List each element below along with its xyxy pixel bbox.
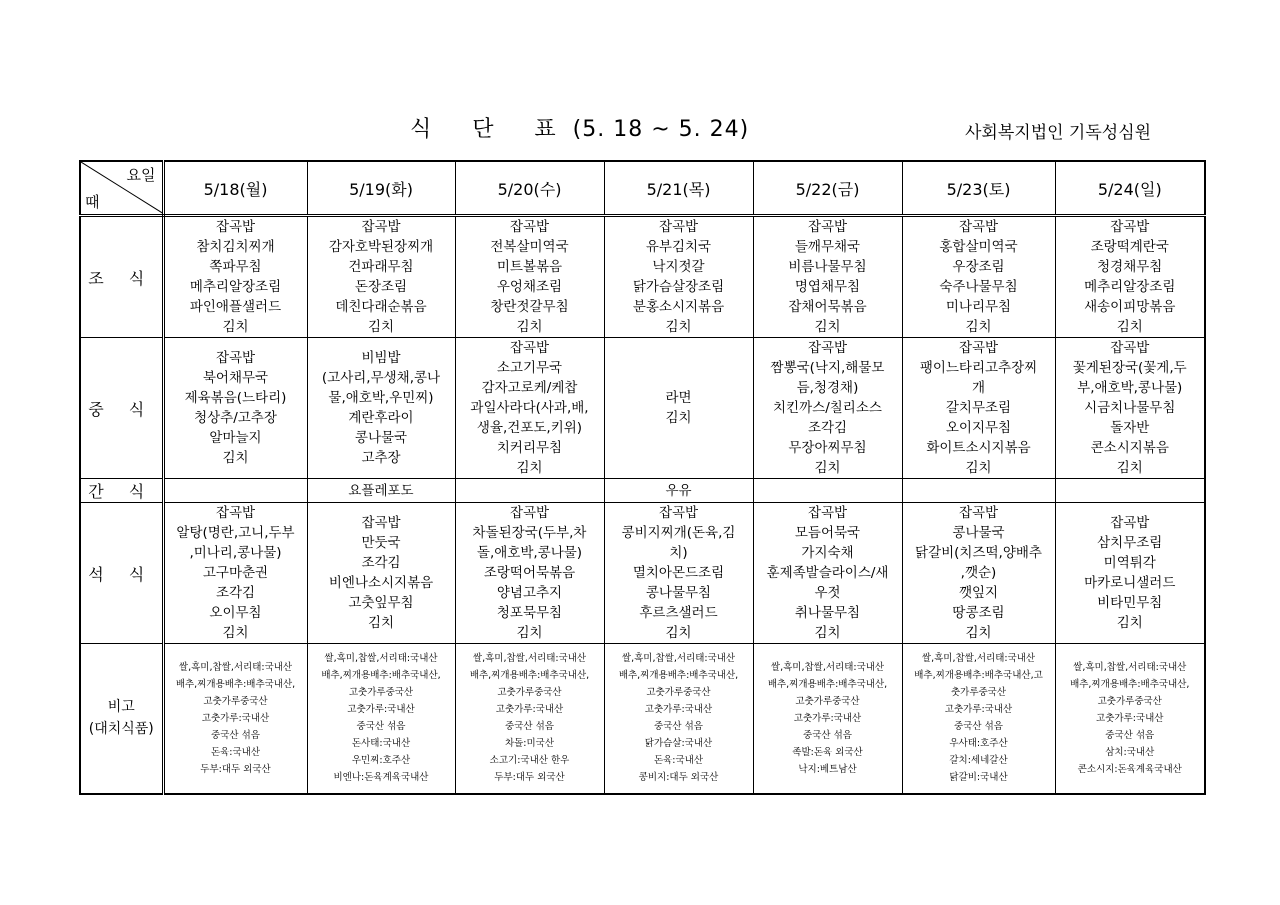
menu-item: 고구마춘권 <box>202 565 269 581</box>
menu-item: 치킨까스/칠리소스 <box>773 400 882 416</box>
corner-cell <box>80 161 163 216</box>
origin-note-line: 배추,찌개용배추:배추국내산, <box>469 670 590 682</box>
menu-item: 김치 <box>516 625 543 641</box>
menu-item: 콩나물무침 <box>645 585 712 601</box>
corner-meal-label: 때 <box>85 193 100 211</box>
origin-note-line: 쌀,흑미,찹쌀,서리태:국내산 <box>472 653 587 665</box>
origin-note-line: 중국산 섞음 <box>803 729 852 741</box>
menu-item: 비타민무침 <box>1097 595 1163 611</box>
menu-item: 잡곡밥 <box>1110 219 1150 235</box>
menu-item: 김치 <box>665 319 692 335</box>
menu-item: 시금치나물무침 <box>1084 400 1176 416</box>
menu-item: 비엔나소시지볶음 <box>328 575 434 591</box>
menu-item: 잡곡밥 <box>807 219 848 235</box>
menu-item: 잡곡밥 <box>215 505 256 521</box>
menu-item: 모듬어묵국 <box>794 525 861 541</box>
page-title: 식 단 표 (5. 18 ~ 5. 24) <box>410 117 750 142</box>
meal-label: 석 식 <box>88 564 155 584</box>
menu-item: ,깻순) <box>960 565 997 581</box>
menu-item: 김치 <box>1116 615 1143 631</box>
day-header: 5/22(금) <box>753 161 902 216</box>
menu-item: 명엽채무침 <box>794 279 861 295</box>
menu-item: 창란젓갈무침 <box>490 299 569 315</box>
snack-cell: 우유 <box>604 479 753 503</box>
origin-note-cell <box>753 644 902 794</box>
menu-cell <box>163 216 307 338</box>
menu-item: 양념고추지 <box>496 585 563 601</box>
meal-row <box>80 338 1205 479</box>
menu-item: 북어채무국 <box>202 370 269 386</box>
origin-note-line: 닭가슴살:국내산 <box>644 738 713 750</box>
menu-item: 화이트소시지볶음 <box>926 440 1031 456</box>
meal-label-sub: (대치식품) <box>88 721 154 738</box>
menu-item: 감자호박된장찌개 <box>328 239 434 255</box>
menu-item: 조각김 <box>361 555 401 571</box>
menu-item: 콩비지찌개(돈육,김 <box>621 525 736 541</box>
menu-item: 잡곡밥 <box>958 505 999 521</box>
menu-item: 참치김치찌개 <box>196 239 275 255</box>
menu-item: 청상추/고추장 <box>194 410 277 426</box>
menu-item: 고추장 <box>361 450 401 466</box>
origin-note-line: 콩비지:대두 외국산 <box>638 772 719 784</box>
origin-note-line: 쌀,흑미,찹쌀,서리태:국내산 <box>621 653 736 665</box>
menu-cell <box>753 216 902 338</box>
menu-item: 김치 <box>965 319 992 335</box>
menu-item: 깻잎지 <box>958 585 999 601</box>
menu-item: 소고기무국 <box>496 360 563 376</box>
origin-note-line: 중국산 섞음 <box>954 721 1003 733</box>
menu-cell <box>307 216 455 338</box>
origin-note-line: 고춧가루:국내산 <box>201 712 270 724</box>
origin-note-line: 고춧가루:국내산 <box>1096 712 1164 724</box>
origin-note-line: 고춧가루:국내산 <box>644 704 713 716</box>
snack-cell: 요플레포도 <box>307 479 455 503</box>
menu-cell <box>1055 503 1205 644</box>
menu-cell <box>604 503 753 644</box>
menu-item: 잡곡밥 <box>509 505 550 521</box>
menu-item: 콩나물국 <box>952 525 1005 541</box>
menu-item: 김치 <box>516 460 543 476</box>
menu-item: 새송이피망볶음 <box>1084 299 1176 315</box>
day-header: 5/19(화) <box>307 161 455 216</box>
meal-label-cell <box>80 479 163 503</box>
menu-item: 치커리무침 <box>496 440 563 456</box>
menu-item: 멸치아몬드조림 <box>632 565 725 581</box>
meal-label-cell <box>80 503 163 644</box>
origin-note-cell <box>902 644 1055 794</box>
meal-label: 간 식 <box>88 482 155 501</box>
menu-cell <box>604 338 753 479</box>
snack-cell <box>455 479 604 503</box>
menu-item: 후르츠샐러드 <box>639 605 718 621</box>
menu-item: 물,애호박,우민찌) <box>328 390 434 406</box>
menu-cell <box>455 503 604 644</box>
menu-item: 잡곡밥 <box>361 219 401 235</box>
menu-item: 감자고로케/케찹 <box>481 380 578 396</box>
menu-item: ,미나리,콩나물) <box>189 545 282 561</box>
menu-item: 미트볼볶음 <box>496 259 563 275</box>
menu-item: 만둣국 <box>361 535 401 551</box>
menu-item: 미나리무침 <box>945 299 1012 315</box>
menu-item: 돌,애호박,콩나물) <box>476 545 583 561</box>
menu-item: 우장조림 <box>952 259 1005 275</box>
menu-item: 팽이느타리고추장찌 <box>919 360 1038 376</box>
menu-cell <box>307 503 455 644</box>
menu-item: 조각김 <box>215 585 256 601</box>
menu-item: 홍합살미역국 <box>939 239 1018 255</box>
menu-item: 조랑떡계란국 <box>1090 239 1169 255</box>
menu-item: 잡곡밥 <box>509 219 550 235</box>
menu-item: 김치 <box>1116 319 1143 335</box>
origin-note-line: 돈육:국내산 <box>653 755 704 767</box>
menu-item: 제육볶음(느타리) <box>184 390 287 406</box>
origin-note-line: 족발:돈육 외국산 <box>792 746 863 758</box>
menu-item: 과일사라다(사과,배, <box>470 400 589 416</box>
menu-item: 김치 <box>516 319 543 335</box>
menu-item: 메추리알장조림 <box>1084 279 1176 295</box>
origin-note-cell <box>1055 644 1205 794</box>
menu-item: 전복살미역국 <box>490 239 569 255</box>
origin-note-line: 비엔나:돈육계육국내산 <box>333 772 429 784</box>
origin-note-line: 중국산 섞음 <box>654 721 703 733</box>
origin-note-line: 고춧가루:국내산 <box>944 704 1013 716</box>
origin-note-line: 중국산 섞음 <box>505 721 554 733</box>
menu-item: 파인애플샐러드 <box>189 299 282 315</box>
menu-item: 비빔밥 <box>361 350 401 366</box>
menu-item: 콘소시지볶음 <box>1090 440 1169 456</box>
menu-item: 잡곡밥 <box>215 219 256 235</box>
origin-note-line: 배추,찌개용배추:배추국내산, <box>1070 678 1190 690</box>
origin-note-cell <box>455 644 604 794</box>
origin-note-line: 우사태:호주산 <box>949 738 1008 750</box>
menu-item: 잡곡밥 <box>215 350 256 366</box>
menu-item: 생율,건포도,키위) <box>476 420 583 436</box>
menu-item: 잡곡밥 <box>807 340 848 356</box>
menu-item: 꽃게된장국(꽃게,두 <box>1072 360 1187 376</box>
day-header: 5/24(일) <box>1055 161 1205 216</box>
menu-item: 조각김 <box>807 420 848 436</box>
day-header: 5/21(목) <box>604 161 753 216</box>
snack-cell <box>753 479 902 503</box>
origin-note-line: 돈육:국내산 <box>210 746 261 758</box>
meal-label-cell <box>80 644 163 794</box>
day-header: 5/23(토) <box>902 161 1055 216</box>
origin-note-line: 중국산 섞음 <box>356 721 406 733</box>
menu-item: 잡곡밥 <box>361 515 401 531</box>
menu-cell <box>902 216 1055 338</box>
menu-item: 돈장조림 <box>354 279 408 295</box>
menu-item: 갈치무조림 <box>945 400 1012 416</box>
origin-note-line: 고춧가루중국산 <box>646 687 711 699</box>
menu-table <box>79 160 1206 795</box>
origin-note-cell <box>163 644 307 794</box>
day-header: 5/20(수) <box>455 161 604 216</box>
menu-item: 잡곡밥 <box>958 219 999 235</box>
menu-item: 쪽파무침 <box>209 259 262 275</box>
origin-note-line: 우민찌:호주산 <box>351 755 411 767</box>
origin-note-line: 배추,찌개용배추:배추국내산, <box>321 670 441 682</box>
menu-item: 계란후라이 <box>348 410 414 426</box>
menu-item: 고춧잎무침 <box>348 595 414 611</box>
origin-note-line: 춧가루중국산 <box>950 687 1007 699</box>
menu-cell <box>455 216 604 338</box>
menu-item: 콩나물국 <box>354 430 408 446</box>
origin-note-line: 고춧가루중국산 <box>348 687 414 699</box>
menu-cell <box>902 338 1055 479</box>
origin-note-line: 삼치:국내산 <box>1105 746 1155 758</box>
menu-item: 김치 <box>965 460 992 476</box>
menu-cell <box>307 338 455 479</box>
origin-note-line: 배추,찌개용배추:배추국내산, <box>767 678 888 690</box>
menu-item: 닭갈비(치즈떡,양배추 <box>915 545 1042 561</box>
menu-item: 듬,청경채) <box>796 380 859 396</box>
menu-item: 미역튀각 <box>1103 555 1156 571</box>
meal-label-cell <box>80 216 163 338</box>
menu-item: 잡곡밥 <box>658 505 699 521</box>
origin-note-line: 고춧가루중국산 <box>1097 695 1162 707</box>
menu-item: 김치 <box>367 319 395 335</box>
menu-cell <box>604 216 753 338</box>
origin-note-line: 쌀,흑미,찹쌀,서리태:국내산 <box>921 653 1036 665</box>
menu-item: (고사리,무생채,콩나 <box>321 370 441 386</box>
menu-item: 잡곡밥 <box>658 219 699 235</box>
menu-cell <box>753 338 902 479</box>
menu-cell <box>1055 338 1205 479</box>
meal-label-cell <box>80 338 163 479</box>
menu-item: 라면 <box>665 390 692 406</box>
snack-cell <box>1055 479 1205 503</box>
meal-row <box>80 644 1205 794</box>
menu-item: 삼치무조림 <box>1097 535 1163 551</box>
menu-item: 청포묵무침 <box>496 605 563 621</box>
menu-item: 김치 <box>814 625 841 641</box>
origin-note-line: 배추,찌개용배추:배추국내산, <box>175 678 296 690</box>
menu-item: 숙주나물무침 <box>939 279 1018 295</box>
menu-item: 분홍소시지볶음 <box>632 299 725 315</box>
menu-item: 비름나물무침 <box>788 259 867 275</box>
menu-item: 잡채어묵볶음 <box>788 299 867 315</box>
menu-item: 김치 <box>367 615 395 631</box>
menu-item: 돌자반 <box>1110 420 1150 436</box>
origin-note-line: 두부:대두 외국산 <box>200 763 271 775</box>
menu-item: 김치 <box>222 319 249 335</box>
origin-note-line: 콘소시지:돈육계육국내산 <box>1077 763 1182 775</box>
origin-note-line: 낙지:베트남산 <box>798 763 857 775</box>
menu-item: 김치 <box>665 410 692 426</box>
menu-item: 알탕(명란,고니,두부 <box>176 525 295 541</box>
origin-note-line: 배추,찌개용배추:배추국내산,고 <box>914 670 1043 682</box>
origin-note-line: 고춧가루:국내산 <box>495 704 564 716</box>
menu-item: 닭가슴살장조림 <box>632 279 725 295</box>
menu-item: 짬뽕국(낙지,해물모 <box>770 360 885 376</box>
menu-item: 잡곡밥 <box>958 340 999 356</box>
menu-item: 김치 <box>1116 460 1143 476</box>
menu-item: 우엉채조림 <box>496 279 563 295</box>
meal-label: 조 식 <box>88 268 155 288</box>
menu-cell <box>1055 216 1205 338</box>
menu-cell <box>753 503 902 644</box>
menu-item: 오이무침 <box>209 605 262 621</box>
menu-item: 치) <box>669 545 688 561</box>
origin-note-line: 닭갈비:국내산 <box>949 772 1008 784</box>
origin-note-line: 소고기:국내산 한우 <box>489 755 570 767</box>
menu-item: 무장아찌무침 <box>788 440 867 456</box>
origin-note-line: 두부:대두 외국산 <box>494 772 565 784</box>
origin-note-line: 차돌:미국산 <box>504 738 555 750</box>
origin-note-line: 배추,찌개용배추:배추국내산, <box>618 670 739 682</box>
origin-note-line: 쌀,흑미,찹쌀,서리태:국내산 <box>324 653 438 665</box>
origin-note-line: 돈사태:국내산 <box>351 738 411 750</box>
meal-row <box>80 216 1205 338</box>
meal-label: 중 식 <box>88 399 155 419</box>
menu-item: 김치 <box>814 319 841 335</box>
origin-note-line: 고춧가루중국산 <box>795 695 860 707</box>
menu-item: 낙지젓갈 <box>652 259 705 275</box>
meal-row <box>80 479 1205 503</box>
menu-item: 유부김치국 <box>645 239 712 255</box>
meal-label: 비고 <box>107 699 135 716</box>
origin-note-line: 고춧가루:국내산 <box>793 712 862 724</box>
origin-note-cell <box>604 644 753 794</box>
menu-item: 청경채무침 <box>1097 259 1163 275</box>
menu-item: 메추리알장조림 <box>189 279 282 295</box>
header-row <box>80 161 1205 216</box>
menu-item: 부,애호박,콩나물) <box>1077 380 1183 396</box>
menu-item: 잡곡밥 <box>807 505 848 521</box>
origin-note-line: 고춧가루중국산 <box>497 687 562 699</box>
origin-note-line: 고춧가루중국산 <box>203 695 268 707</box>
origin-note-cell <box>307 644 455 794</box>
menu-item: 김치 <box>965 625 992 641</box>
menu-item: 알마늘지 <box>209 430 262 446</box>
menu-item: 개 <box>971 380 986 396</box>
menu-item: 김치 <box>222 450 249 466</box>
menu-cell <box>163 338 307 479</box>
menu-item: 오이지무침 <box>945 420 1012 436</box>
menu-item: 김치 <box>222 625 249 641</box>
menu-item: 잡곡밥 <box>1110 515 1150 531</box>
day-header: 5/18(월) <box>163 161 307 216</box>
corner-day-label: 요일 <box>126 166 156 184</box>
origin-note-line: 갈치:세네갈산 <box>949 755 1008 767</box>
menu-item: 취나물무침 <box>794 605 861 621</box>
menu-item: 땅콩조림 <box>952 605 1005 621</box>
menu-item: 들깨무채국 <box>794 239 861 255</box>
menu-item: 우젓 <box>814 585 841 601</box>
menu-item: 잡곡밥 <box>509 340 550 356</box>
menu-item: 건파래무침 <box>348 259 414 275</box>
menu-item: 잡곡밥 <box>1110 340 1150 356</box>
origin-note-line: 중국산 섞음 <box>211 729 260 741</box>
menu-item: 김치 <box>814 460 841 476</box>
menu-item: 훈제족발슬라이스/새 <box>766 565 889 581</box>
menu-cell <box>163 503 307 644</box>
origin-note-line: 쌀,흑미,찹쌀,서리태:국내산 <box>770 661 885 673</box>
organization-name: 사회복지법인 기독성심원 <box>965 123 1152 143</box>
origin-note-line: 쌀,흑미,찹쌀,서리태:국내산 <box>178 661 293 673</box>
menu-item: 차돌된장국(두부,차 <box>472 525 587 541</box>
snack-cell <box>163 479 307 503</box>
menu-item: 가지숙채 <box>801 545 854 561</box>
menu-item: 마카로니샐러드 <box>1084 575 1176 591</box>
snack-cell <box>902 479 1055 503</box>
origin-note-line: 쌀,흑미,찹쌀,서리태:국내산 <box>1073 661 1187 673</box>
menu-cell <box>455 338 604 479</box>
meal-row <box>80 503 1205 644</box>
menu-cell <box>902 503 1055 644</box>
origin-note-line: 고춧가루:국내산 <box>347 704 415 716</box>
origin-note-line: 중국산 섞음 <box>1105 729 1155 741</box>
menu-item: 김치 <box>665 625 692 641</box>
menu-item: 조랑떡어묵볶음 <box>483 565 576 581</box>
menu-item: 데친다래순볶음 <box>335 299 427 315</box>
